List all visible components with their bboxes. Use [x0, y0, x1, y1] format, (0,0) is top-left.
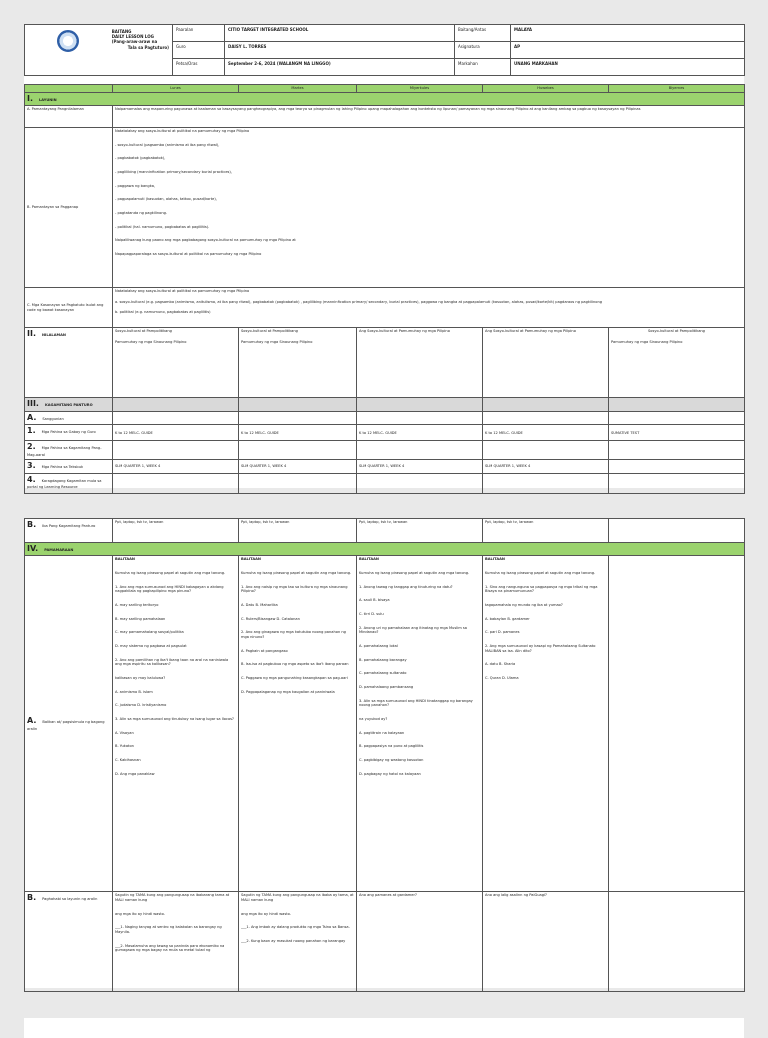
text-line: C. pagbibigay ng wastong kasuotan: [359, 758, 424, 763]
text-line: D. pamahalaang pambansang: [359, 685, 414, 690]
sanggunian-label: [25, 412, 113, 425]
row-label: Paghahabi sa layunin ng aralin: [42, 897, 98, 902]
row-label: Balikan at/ pagsisimula ng bagong aralin: [27, 720, 105, 731]
row-label: Iba Pang Kagamitang Panturo: [42, 524, 96, 528]
paghahabi-cell-biyernes: [609, 892, 745, 992]
text-line: C. Paggawa ng mga pangunahing kasangkapan sa pag-aari: [241, 676, 348, 681]
row-number: A.: [27, 716, 37, 726]
text-line: 1. Sino ang nangunguna sa pagpapasya ng mga tribal ng mga Bisaya na pinamumunuan?: [485, 584, 598, 594]
row-label: Sanggunian: [42, 417, 64, 422]
text-line: Natatalakay ang sosyo-kultural at pulitikal na pamumuhay ng mga Pilipino: [115, 129, 250, 134]
baitang-value: MALAYA: [511, 25, 745, 42]
section-title: KAGAMITANG PANTURO: [44, 403, 93, 408]
row-number: 4.: [27, 474, 36, 484]
text-line: C. Rulers/Bisangaw D. Catalonan: [241, 616, 300, 621]
lesson-table: [24, 84, 745, 494]
petsa-value: September 2-6, 2024 (WALANGM NA LINGGO): [225, 59, 455, 76]
kasanayan-sa-pagkatuto-text: [113, 288, 745, 328]
text-line: D. may sistema ng pagbasa at pagsulat: [115, 644, 187, 649]
text-line: 2. Ang mga sumusunod ay kasapi ng Pamahalaang Sultanato MALIBAN sa isa. Alin dito?: [485, 644, 596, 653]
text-line: tagapamahala ng mundo ng iba at yumao?: [485, 603, 563, 608]
text-line: C. judaismo D. kristiyanismo: [115, 703, 167, 708]
section-title: NILALAMAN: [42, 333, 66, 338]
text-line: C. may pamamahalang sosyal/pulitika: [115, 630, 184, 635]
row-label: Karagdagang Kagamitan mula sa portal ng Learning Resource: [27, 478, 102, 489]
text-line: ___1. Naging tanyag at sentro ng kalakalan sa barangay ng Maynila.: [115, 925, 222, 935]
nilalaman-cell: [113, 328, 239, 398]
text-line: B. pamahalaang barangay: [359, 657, 407, 662]
text-line: 3. Alin sa mga sumusunod ang HINDI tinatanggap ng barangay noong panahon?: [359, 698, 473, 708]
text-line: BALITAAN: [115, 557, 135, 562]
nilalaman-text: Sosyo-kultural at Pampolitikang: [648, 329, 705, 334]
text-line: Ano ang lalig asalinn ng PaiGuagi?: [485, 893, 547, 898]
nilalaman-cell: [357, 328, 483, 398]
section-number: I.: [27, 93, 34, 103]
text-line: ___2. Masalamuha ang tawag sa paninda para ekonomiko na gumagawa ng mga bagay na mula sa metal tulad ng: [115, 943, 225, 953]
text-line: BALITAAN: [485, 557, 505, 562]
row-number: 1.: [27, 426, 36, 436]
petsa-label: Petsa/Oras: [173, 59, 225, 76]
text-line: A. babaylan B. gardamer: [485, 616, 530, 621]
row-label: C. Mga Kasanayan sa Pagkatuto Isulat ang code ng bawat kasanayan: [25, 288, 113, 328]
row-number: B.: [27, 520, 37, 529]
text-line: - politikal (hal. namumuno, pagbabatas at paglilitis).: [115, 224, 210, 229]
paghahabi-cell-miyerkules: [357, 892, 483, 992]
text-line: B. Isa-isa at pagbubuo ng mga aspeto sa iba't ibang paraan: [241, 662, 349, 667]
text-line: 2. Anong uri ng pamahalaan ang itinatag ng mga Muslim sa Mindanao?: [359, 625, 467, 635]
day-header: Lunes: [113, 85, 239, 93]
pamantayan-sa-pagganap-text: [113, 128, 745, 288]
day-header: Huwebes: [483, 85, 609, 93]
text-line: Napapagpaparalaga sa sosyo-kultural at politikal na pamumuhay ng mga Pilipino: [115, 252, 262, 257]
text-line: ___2. Kung baon ay masukat noong panahon ng barangay: [241, 939, 346, 944]
balikan-cell-martes: [239, 556, 357, 892]
text-line: Kumuha ng isang pirasong papel at sagutin ang mga tanong.: [115, 571, 226, 576]
text-line: D. Pagpapalaganap ng mga kaugalian at paniniwala: [241, 689, 335, 694]
nilalaman-cell: [483, 328, 609, 398]
guro-label: Guro: [173, 42, 225, 59]
gabay-cell: K to 12 MELC- GUIDE: [357, 425, 483, 441]
text-line: Kumuha ng isang pirasong papel at sagutin ang mga tanong.: [241, 571, 352, 576]
deped-seal-icon: [57, 30, 79, 52]
text-line: A. pamahalaang lokal: [359, 644, 398, 649]
header-school-line: (Pang-araw-araw na: [111, 39, 158, 45]
nilalaman-text: Sosyo-kultural at Pampolitikang: [241, 329, 298, 334]
text-line: 1. Anong tawag ng tanggap ang tinuturing na datu?: [359, 584, 453, 589]
teksbuk-cell: SLM QUARTER 1, WEEK 4: [113, 459, 239, 473]
kagamitan-cell: [609, 519, 745, 543]
gabay-cell: K to 12 MELC- GUIDE: [483, 425, 609, 441]
header-school-line: DAILY LESSON LOG: [111, 34, 154, 40]
karagdagang-kagamitan-label: [25, 473, 113, 493]
text-line: B. Yukaton: [115, 744, 134, 749]
row-number: B.: [27, 893, 37, 903]
section-number: IV.: [27, 544, 39, 553]
text-line: C. pamahalaang sultanato: [359, 671, 407, 676]
text-line: kalikasan ay may kaluluwa?: [115, 676, 166, 681]
lesson-log-page-2: [24, 518, 744, 988]
text-line: Sagutin ng TAMA kung ang pangungusap na ibabarang tama at MALI naman kung: [115, 893, 230, 903]
paghahabi-cell-lunes: [113, 892, 239, 992]
text-line: - paggawa ng bangka,: [115, 183, 156, 188]
kagamitan-cell: Ppt, laptop, tsk tv, larawan: [357, 519, 483, 543]
teksbuk-cell: [609, 459, 745, 473]
corner-cell: [25, 85, 113, 93]
paghahabi-label: [25, 892, 113, 992]
nilalaman-text: Ang Sosyo-kultural at Pamumuhay ng mga Pilipino: [485, 329, 576, 334]
text-line: C. Kabihasnan: [115, 758, 141, 763]
header-logo-block: [25, 25, 173, 76]
lesson-log-page-3-edge: [24, 1018, 744, 1038]
lesson-log-page-1: [24, 24, 744, 488]
nilalaman-text: Sosyo-kultural at Pampolitikang: [115, 329, 172, 334]
teksbuk-label: [25, 459, 113, 473]
day-header: Martes: [239, 85, 357, 93]
row-label: Mga Pahina sa Kagamitang Pang-Mag-aaral: [27, 446, 102, 457]
kagamitan-cell: Ppt, laptop, tsk tv, larawan: [483, 519, 609, 543]
text-line: Kumuha ng isang pirasong papel at sagutin ang mga tanong.: [359, 571, 470, 576]
text-line: C. Quran D. Ulama: [485, 676, 519, 681]
section-layunin-heading: [25, 92, 745, 105]
text-line: A. datu B. Sharia: [485, 662, 516, 667]
text-line: BALITAAN: [359, 557, 379, 562]
baitang-label: Baitang/Antas: [455, 25, 511, 42]
text-line: D. Ang mga panaklaw: [115, 771, 155, 776]
lesson-table-continued: [24, 518, 745, 992]
teksbuk-cell: SLM QUARTER 1, WEEK 4: [357, 459, 483, 473]
teksbuk-cell: SLM QUARTER 1, WEEK 4: [483, 459, 609, 473]
markahan-value: UNANG MARKAHAN: [511, 59, 745, 76]
nilalaman-text: Pamumuhay ng mga Sinaunang Pilipino: [115, 339, 187, 344]
text-line: ang mga ito ay hindi wasto.: [241, 911, 291, 916]
section-title: PAMAMARAAN: [44, 548, 74, 552]
text-line: A. may sariling teritoryo: [115, 603, 159, 608]
paaralan-value: CITIO TARGET INTEGRATED SCHOOL: [225, 25, 455, 42]
section-title: LAYUNIN: [39, 97, 57, 102]
nilalaman-text: Pamumuhay ng mga Sinaunang Pilipino: [611, 339, 683, 344]
section-number: II.: [27, 329, 36, 339]
markahan-label: Markahan: [455, 59, 511, 76]
text-line: Natatalakay ang sosyo-kultural at politikal na pamumuhay ng mga Pilipino: [115, 289, 250, 294]
row-number: 3.: [27, 460, 36, 470]
text-line: 2. Ano ang ginagawa ng mga katutubo noong panahon ng mga ninuno?: [241, 630, 346, 640]
section-pamamaraan-heading: [25, 543, 745, 556]
nilalaman-cell: [609, 328, 745, 398]
text-line: 1. Ano ang naisip ng mga tao sa kultura ng mga sinaunang Pilipino?: [241, 584, 348, 594]
balikan-cell-biyernes: [609, 556, 745, 892]
pamantayang-pangnilalaman-text: Naipamamalas ang mapanuring pagunawa at kaalaman sa kasaysayang pangheograpiya, ang mga teorya sa pinagmulan ng lahing Pilipino upang mapahalagahan ang konteksto ng lipunan/ pamayanan ng mga sinaunang Pilipino at ang kanilang ambag sa pagbuo ng kasaysayan ng Pilipinas: [113, 106, 745, 128]
row-number: A.: [27, 413, 37, 423]
day-header: Biyernes: [609, 85, 745, 93]
kagamitang-pang-mag-aaral-label: [25, 441, 113, 459]
paghahabi-cell-huwebes: [483, 892, 609, 992]
text-line: BALITAAN: [241, 557, 261, 562]
text-line: D. pagbagay ng hatol na kalayaan: [359, 771, 421, 776]
balikan-label: [25, 556, 113, 892]
gabay-cell: SUMATIVE TEST: [609, 425, 745, 441]
teksbuk-cell: SLM QUARTER 1, WEEK 4: [239, 459, 357, 473]
text-line: - pagbabatok (pagbabatok),: [115, 156, 166, 161]
section-nilalaman-heading: [25, 328, 113, 398]
text-line: A. animismo B. islam: [115, 689, 153, 694]
text-line: - sosyo-kultural (pagsamba (animismo at iba pang ritwal),: [115, 142, 220, 147]
iba-pang-kagamitan-label: [25, 519, 113, 543]
text-line: 1. Ano ang mga sumusunod ang HINDI kabagayan o akdang nagpakilala ng pagkapilipino mga pinuno?: [115, 584, 224, 594]
text-line: Ano ang pamanes at gardamer?: [359, 893, 417, 898]
row-label: A. Pamantayang Pangnilalaman: [25, 106, 113, 128]
text-line: ang mga ito ay hindi wasto.: [115, 911, 165, 916]
text-line: B. pagpapasiya na puno at paglilitis: [359, 744, 424, 749]
header-table: [24, 24, 745, 76]
paaralan-label: Paaralan: [173, 25, 225, 42]
guro-value: DAISY L. TORRES: [225, 42, 455, 59]
paghahabi-cell-martes: [239, 892, 357, 992]
text-line: A. pagtitrain na kalayaan: [359, 730, 405, 735]
text-line: ___1. Ang imbak ay dalang produkto ng mga Tsino sa Bansa.: [241, 925, 350, 930]
nilalaman-cell: [239, 328, 357, 398]
text-line: - pagpapalamuti (kasuotan, alahas, tattoo, pusad/korte),: [115, 197, 217, 202]
text-line: na yuyukod ay?: [359, 717, 388, 722]
row-label: Mga Pahina sa Teksbuk: [41, 464, 84, 469]
gabay-cell: K to 12 MELC- GUIDE: [113, 425, 239, 441]
text-line: Sagutin ng TAMA kung ang pangungusap na ibaba ay tama, at MALI naman kung: [241, 893, 354, 903]
header-school-line: BAITANG: [111, 29, 132, 34]
text-line: a. sosyo-kultural (e.g. pagsamba (animismo, anitulismo, at iba pang ritwal), pagbabatok (pagbabatok) , paglilibing (manninfication primary/ secondary, burial practices), paggawa ng bangka at pagpapalamuti (kasuotan, alahas, pusad/korte/kit) pagdaraos ng pagkilinong: [115, 299, 603, 304]
text-line: - paglilibing (manninfication primary/secondary burial practices),: [115, 170, 232, 175]
balikan-cell-miyerkules: [357, 556, 483, 892]
section-number: III.: [27, 399, 39, 409]
text-line: A. sauli B. bisaya: [359, 598, 390, 603]
header-school-line: Tala sa Pagtuturo): [127, 44, 169, 50]
text-line: A. Visayan: [115, 730, 134, 735]
balikan-cell-huwebes: [483, 556, 609, 892]
text-line: B. may sariling pamahalaan: [115, 616, 166, 621]
text-line: 3. Alin sa mga sumusunod ang tinutukoy na isang lugar sa Ilocos?: [115, 717, 234, 722]
balikan-cell-lunes: [113, 556, 239, 892]
day-header: Miyerkules: [357, 85, 483, 93]
text-line: b. politikal (e.g. namumuno, pagbabatas at paglilitis): [115, 310, 211, 315]
text-line: C. pari D. pamanes: [485, 630, 520, 635]
nilalaman-text: Pamumuhay ng mga Sinaunang Pilipino: [241, 339, 313, 344]
nilalaman-text: Ang Sosyo-kultural at Pamumuhay ng mga Pilipino: [359, 329, 450, 334]
text-line: Naipaliliwanag kung paano ang mga pagbabagong sosyo-kultural na pamumuhay ng mga Pilipino at: [115, 238, 296, 243]
kagamitan-cell: Ppt, laptop, tsk tv, larawan: [113, 519, 239, 543]
text-line: 2. Ano ang pamilihan ng iba't ibang taon na aral na naniniwala ang mga espiritu sa kalikasan?: [115, 657, 229, 667]
text-line: A. Datu B. Maharlika: [241, 603, 278, 608]
row-label: Mga Pahina sa Gabay ng Guro: [41, 430, 96, 435]
asignatura-label: Asignatura: [455, 42, 511, 59]
text-line: A. Pagkain at pangangaso: [241, 648, 288, 653]
text-line: C. tirri D. sulu: [359, 612, 384, 617]
row-label: B. Pamantayan sa Pagganap: [25, 128, 113, 288]
gabay-cell: K to 12 MELC- GUIDE: [239, 425, 357, 441]
text-line: Kumuha ng isang pirasong papel at sagutin ang mga tanong.: [485, 571, 596, 576]
kagamitan-cell: Ppt, laptop, tsk tv, larawan: [239, 519, 357, 543]
section-kagamitan-heading: [25, 398, 113, 412]
asignatura-value: AP: [511, 42, 745, 59]
gabay-ng-guro-label: [25, 425, 113, 441]
text-line: - pagtatanda ng pagkilinong.: [115, 211, 168, 216]
row-number: 2.: [27, 442, 36, 452]
